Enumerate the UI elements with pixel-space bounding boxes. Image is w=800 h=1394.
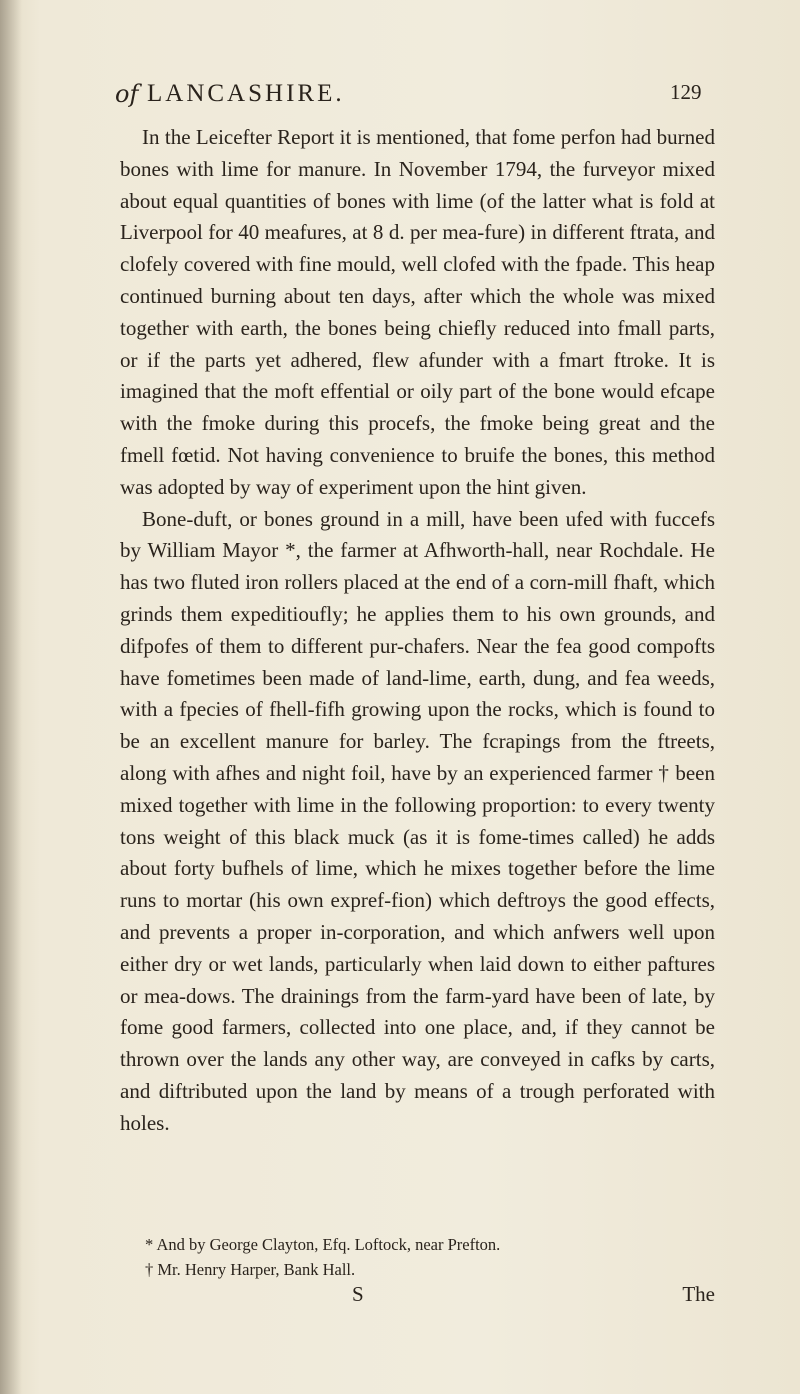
signature-mark: S: [352, 1282, 364, 1306]
page-number: 129: [670, 80, 702, 104]
body-text: [120, 122, 715, 1140]
footnotes: [145, 1232, 705, 1282]
paragraph-bone-dust: Bone-duft, or bones ground in a mill, have been ufed with fuccefs by William Mayor *, the farmer at Afhworth-hall, near Rochdale. He has two fluted iron rollers placed at the end of a corn-mill fhaft, which grinds them expeditioufly; he applies them to his own grounds, and difpofes of them to different pur-chafers. Near the fea good compofts have fometimes been made of land-lime, earth, dung, and fea weeds, with a fpecies of fhell-fifh growing upon the rocks, which is found to be an excellent manure for barley. The fcrapings from the ftreets, along with afhes and night foil, have by an experienced farmer † been mixed together with lime in the following proportion: to every twenty tons weight of this black muck (as it is fome-times called) he adds about forty bufhels of lime, which he mixes together before the lime runs to mortar (his own expref-fion) which deftroys the good effects, and prevents a proper in-corporation, and which anfwers well upon either dry or wet lands, particularly when laid down to either paftures or mea-dows. The drainings from the farm-yard have been of late, by fome good farmers, collected into one place, and, if they cannot be thrown over the lands any other way, are conveyed in cafks by carts, and diftributed upon the land by means of a trough perforated with holes.: [120, 506, 715, 1135]
running-head: [115, 80, 715, 120]
page-foot: [120, 1282, 715, 1312]
catchword: The: [682, 1282, 715, 1306]
footnote-asterisk: * And by George Clayton, Efq. Loftock, near Prefton.: [145, 1235, 501, 1254]
gutter-shadow: [0, 0, 22, 1394]
running-head-title: LANCASHIRE.: [147, 80, 345, 107]
paragraph-bone-lime-experiment: In the Leicefter Report it is mentioned, that fome perfon had burned bones with lime for manure. In November 1794, the furveyor mixed about equal quantities of bones with lime (of the latter what is fold at Liverpool for 40 meafures, at 8 d. per mea-fure) in different ftrata, and clofely covered with fine mould, well clofed with the fpade. This heap continued burning about ten days, after which the whole was mixed together with earth, the bones being chiefly reduced into fmall parts, or if the parts yet adhered, flew afunder with a fmart ftroke. It is imagined that the moft effential or oily part of the bone would efcape with the fmoke during this procefs, the fmoke being great and the fmell fœtid. Not having convenience to bruife the bones, this method was adopted by way of experiment upon the hint given.: [120, 125, 715, 499]
footnote-dagger: † Mr. Henry Harper, Bank Hall.: [145, 1260, 356, 1279]
running-head-of: of: [115, 80, 139, 108]
